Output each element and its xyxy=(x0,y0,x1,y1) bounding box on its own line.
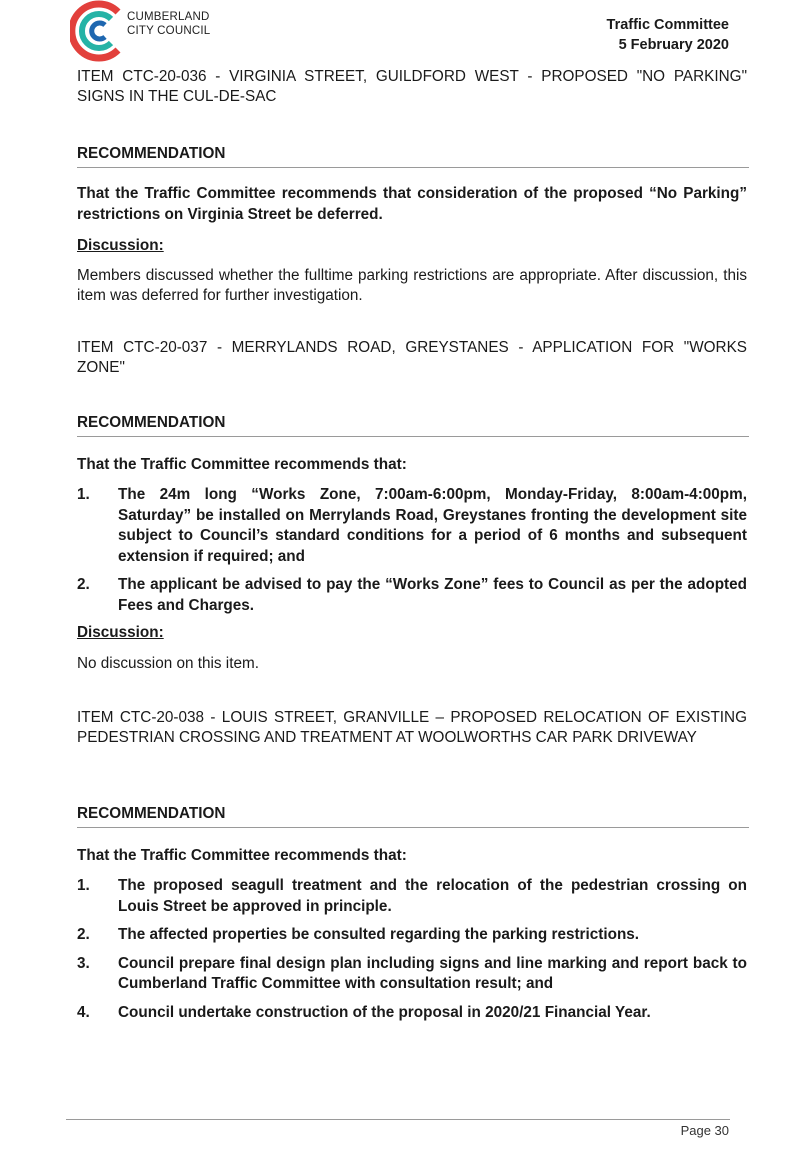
list-item-text: Council undertake construction of the proposal in 2020/21 Financial Year. xyxy=(118,1003,651,1021)
footer-divider xyxy=(66,1119,730,1120)
list-item-text: The 24m long “Works Zone, 7:00am-6:00pm, Monday-Friday, 8:00am-4:00pm, Saturday” be installed on Merrylands Road, Greystanes fronting the development site subject to Council’s standard conditions for a period of 6 months and subsequent extension if required; and xyxy=(118,486,747,565)
item-title: ITEM CTC-20-036 - VIRGINIA STREET, GUILDFORD WEST - PROPOSED "NO PARKING" SIGNS IN THE CUL-DE-SAC xyxy=(77,68,747,105)
logo-line-2: CITY COUNCIL xyxy=(127,25,211,37)
list-item-text: The applicant be advised to pay the “Works Zone” fees to Council as per the adopted Fees and Charges. xyxy=(118,576,747,614)
discussion-heading: Discussion: xyxy=(77,237,164,254)
list-item-text: Council prepare final design plan including signs and line marking and report back to Cumberland Traffic Committee with consultation result; and xyxy=(118,954,747,992)
logo-wordmark xyxy=(127,10,210,38)
council-logo xyxy=(70,0,260,62)
item-title: ITEM CTC-20-038 - LOUIS STREET, GRANVILLE – PROPOSED RELOCATION OF EXISTING PEDESTRIAN CROSSING AND TREATMENT AT WOOLWORTHS CAR PARK DRIVEWAY xyxy=(77,709,747,746)
discussion-text: Members discussed whether the fulltime parking restrictions are appropriate. After discussion, this item was deferred for further investigation. xyxy=(77,267,747,304)
list-item xyxy=(77,876,747,917)
header-committee: Traffic Committee xyxy=(606,17,729,33)
list-number: 4. xyxy=(77,1003,90,1021)
discussion-text: No discussion on this item. xyxy=(77,655,259,672)
recommendation-list xyxy=(77,876,747,1031)
recommendation-heading: RECOMMENDATION xyxy=(77,144,749,168)
list-number: 1. xyxy=(77,877,90,894)
discussion-heading: Discussion: xyxy=(77,624,164,641)
council-logo-mark-icon xyxy=(70,0,126,62)
list-item xyxy=(77,954,747,995)
header-date: 5 February 2020 xyxy=(618,37,729,53)
list-item-text: The proposed seagull treatment and the relocation of the pedestrian crossing on Louis Street be approved in principle. xyxy=(118,877,747,915)
list-number: 2. xyxy=(77,926,90,943)
list-number: 1. xyxy=(77,486,90,503)
list-number: 2. xyxy=(77,576,90,593)
recommendation-heading: RECOMMENDATION xyxy=(77,413,749,437)
page-header xyxy=(607,15,729,55)
list-item xyxy=(77,925,747,946)
recommendation-list xyxy=(77,485,747,624)
recommendation-intro: That the Traffic Committee recommends that: xyxy=(77,456,407,473)
recommendation-text: That the Traffic Committee recommends that consideration of the proposed “No Parking” restrictions on Virginia Street be deferred. xyxy=(77,185,747,223)
list-item xyxy=(77,485,747,567)
page-number: Page 30 xyxy=(680,1123,729,1138)
list-item xyxy=(77,1003,747,1024)
recommendation-heading: RECOMMENDATION xyxy=(77,804,749,828)
list-item-text: The affected properties be consulted regarding the parking restrictions. xyxy=(118,926,640,943)
recommendation-intro: That the Traffic Committee recommends that: xyxy=(77,847,407,864)
item-title: ITEM CTC-20-037 - MERRYLANDS ROAD, GREYSTANES - APPLICATION FOR "WORKS ZONE" xyxy=(77,339,747,376)
list-item xyxy=(77,575,747,616)
logo-line-1: CUMBERLAND xyxy=(127,11,210,23)
list-number: 3. xyxy=(77,954,90,972)
